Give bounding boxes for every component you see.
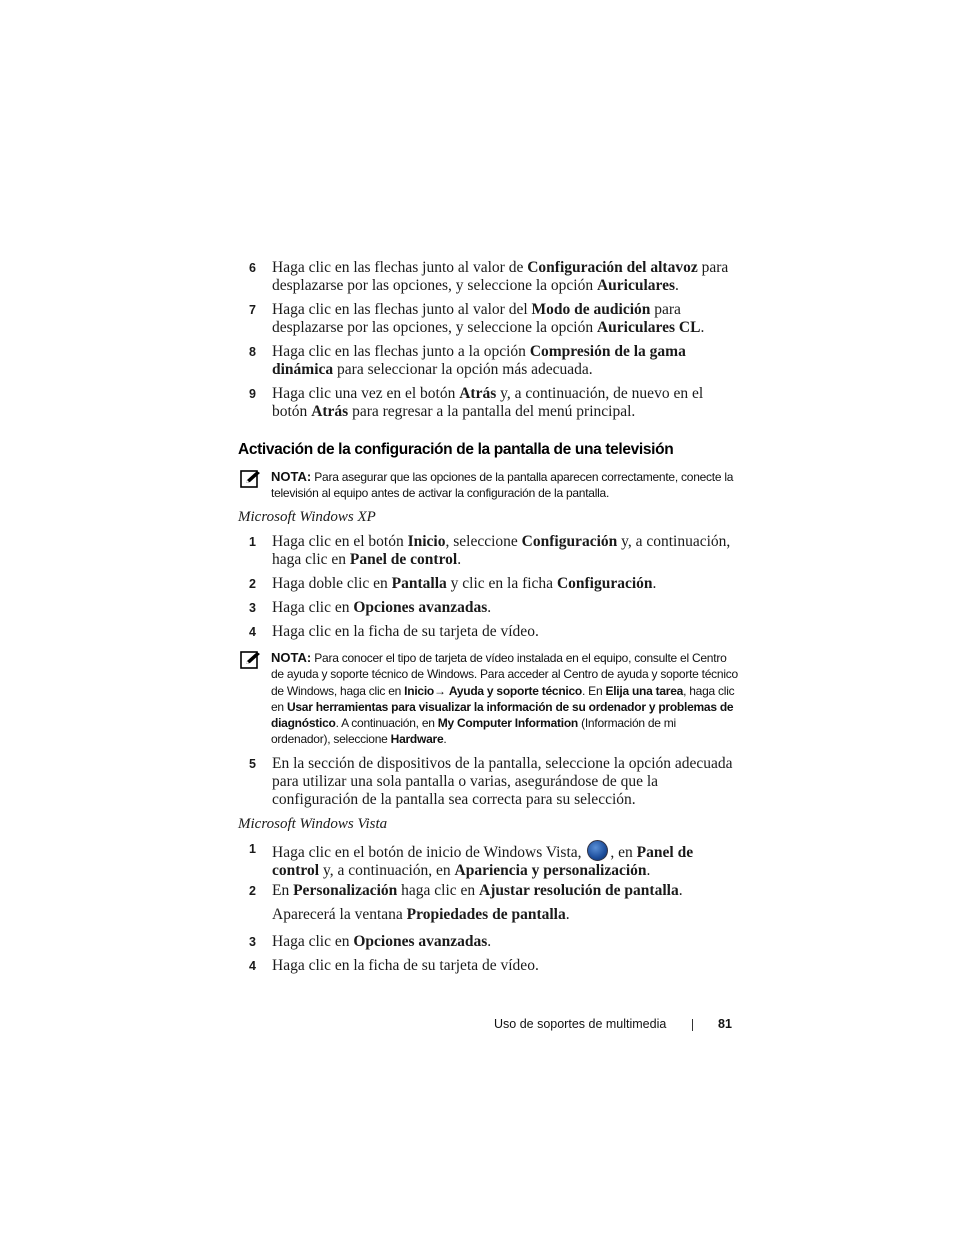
bold-term: Configuración: [556, 575, 653, 592]
text-run: para desplazarse por las opciones, y seleccione la opción: [272, 259, 729, 294]
text-run: .: [675, 277, 679, 294]
bold-term: Configuración: [521, 533, 618, 550]
footer-section-title: Uso de soportes de multimedia: [494, 1017, 667, 1031]
vista-step-1: 1 Haga clic en el botón de inicio de Windows Vista, , en Panel de control y, a continuación, en Apariencia y personalización.: [249, 842, 694, 879]
bold-term: Ayuda y soporte técnico: [448, 683, 583, 698]
step-6: 6 Haga clic en las flechas junto al valor de Configuración del altavoz para desplazarse por las opciones, y seleccione la opción Auriculares.: [249, 259, 729, 294]
text-run: Para conocer el tipo de tarjeta de vídeo instalada en el equipo, consulte el Centro de ayuda y soporte técnico de Windows. Para acceder al Centro de ayuda y soporte técnico de Windows, haga clic en: [271, 651, 738, 698]
bold-term: Apariencia y personalización: [454, 862, 647, 879]
text-run: Haga clic en la ficha de su tarjeta de vídeo.: [272, 957, 539, 974]
vista-step-2: 2 En Personalización haga clic en Ajustar resolución de pantalla.: [249, 882, 683, 899]
text-run: Haga clic en la ficha de su tarjeta de vídeo.: [272, 623, 539, 640]
text-run: y, a continuación, en: [319, 862, 455, 879]
text-run: haga clic en: [397, 882, 480, 899]
bold-term: Usar herramientas para visualizar la información de su ordenador y problemas de diagnóstico: [271, 699, 734, 731]
bold-term: Panel de control: [272, 844, 694, 879]
xp-step-1: 1 Haga clic en el botón Inicio, seleccione Configuración y, a continuación, haga clic en Panel de control.: [249, 533, 731, 568]
text-run: En la sección de dispositivos de la pantalla, seleccione la opción adecuada para utilizar una sola pantalla o varias, asegurándose de que la configuración de la pantalla sea correcta para su selección.: [272, 755, 733, 808]
bold-term: Panel de control: [349, 551, 458, 568]
step-7: 7 Haga clic en las flechas junto al valor del Modo de audición para desplazarse por las opciones, y seleccione la opción Auriculares CL.: [249, 301, 705, 336]
text-run: →: [434, 683, 449, 698]
note-pencil-icon: [240, 651, 262, 669]
text-run: , haga clic en: [271, 683, 735, 714]
bold-term: Ajustar resolución de pantalla: [479, 882, 679, 899]
text-run: Haga clic una vez en el botón: [272, 385, 460, 402]
text-run: . En: [582, 683, 606, 698]
vista-step-4: 4 Haga clic en la ficha de su tarjeta de vídeo.: [249, 957, 539, 974]
bold-term: Elija una tarea: [605, 683, 684, 698]
text-run: , seleccione: [445, 533, 522, 550]
text-run: Haga doble clic en: [272, 575, 392, 592]
note-pencil-icon: [240, 470, 262, 488]
bold-term: Propiedades de pantalla: [406, 906, 566, 923]
text-run: Haga clic en las flechas junto a la opción: [272, 343, 530, 360]
text-run: Aparecerá la ventana: [272, 906, 407, 923]
bold-term: Configuración del altavoz: [527, 259, 698, 276]
text-run: .: [457, 551, 462, 568]
text-run: para desplazarse por las opciones, y seleccione la opción: [272, 301, 681, 336]
vista-paragraph: [272, 906, 570, 924]
text-run: Haga clic en: [272, 933, 354, 950]
bold-term: Atrás: [459, 385, 497, 402]
bold-term: Modo de audición: [531, 301, 651, 318]
text-run: .: [700, 319, 705, 336]
text-run: .: [652, 575, 657, 592]
text-run: Haga clic en el botón: [272, 533, 408, 550]
text-run: y, a continuación, haga clic en: [272, 533, 731, 568]
text-run: para regresar a la pantalla del menú principal.: [348, 403, 636, 420]
text-run: .: [646, 862, 651, 879]
windows-start-orb-icon: [587, 840, 608, 861]
text-run: , en: [610, 844, 637, 861]
bold-term: Personalización: [293, 882, 398, 899]
text-run: .: [487, 599, 492, 616]
text-run: (Información de mi ordenador), seleccione: [271, 716, 676, 747]
text-run: para seleccionar la opción más adecuada.: [333, 361, 593, 378]
page-number: 81: [718, 1017, 732, 1031]
bold-term: Atrás: [311, 403, 349, 420]
bold-term: My Computer Information: [437, 716, 579, 731]
xp-step-5: 5 En la sección de dispositivos de la pantalla, seleccione la opción adecuada para utilizar una sola pantalla o varias, asegurándose de que la configuración de la pantalla sea correcta para su selección.: [249, 755, 733, 808]
text-run: y clic en la ficha: [446, 575, 557, 592]
note-1: NOTA: Para asegurar que las opciones de la pantalla aparecen correctamente, conecte la televisión al equipo antes de activar la configuración de la pantalla.: [238, 469, 738, 502]
bold-term: Opciones avanzadas: [353, 599, 488, 616]
bold-term: Auriculares CL: [596, 319, 701, 336]
vista-step-3: 3 Haga clic en Opciones avanzadas.: [249, 933, 492, 950]
footer-divider: [692, 1019, 693, 1031]
text-run: Haga clic en las flechas junto al valor de: [272, 259, 528, 276]
windows-vista-label: Microsoft Windows Vista: [238, 816, 388, 832]
bold-term: Pantalla: [391, 575, 447, 592]
bold-term: Inicio: [407, 533, 446, 550]
bold-term: Hardware: [390, 732, 444, 747]
step-8: 8 Haga clic en las flechas junto a la opción Compresión de la gama dinámica para seleccionar la opción más adecuada.: [249, 343, 686, 378]
text-run: Haga clic en: [272, 599, 354, 616]
text-run: .: [487, 933, 492, 950]
bold-term: Auriculares: [596, 277, 676, 294]
text-run: .: [565, 906, 570, 923]
bold-term: Compresión de la gama dinámica: [272, 343, 686, 378]
bold-term: Inicio: [404, 683, 434, 698]
xp-step-4: 4 Haga clic en la ficha de su tarjeta de vídeo.: [249, 623, 539, 640]
windows-xp-label: Microsoft Windows XP: [238, 509, 376, 525]
text-run: .: [678, 882, 683, 899]
text-run: . A continuación, en: [335, 716, 438, 731]
bold-term: Opciones avanzadas: [353, 933, 488, 950]
text-run: Para asegurar que las opciones de la pantalla aparecen correctamente, conecte la televisión al equipo antes de activar la configuración de la pantalla.: [271, 470, 734, 501]
text-run: y, a continuación, de nuevo en el botón: [272, 385, 704, 420]
xp-step-2: 2 Haga doble clic en Pantalla y clic en la ficha Configuración.: [249, 575, 657, 592]
section-heading: Activación de la configuración de la pantalla de una televisión: [238, 441, 674, 458]
step-9: 9 Haga clic una vez en el botón Atrás y, a continuación, de nuevo en el botón Atrás para regresar a la pantalla del menú principal.: [249, 385, 704, 420]
text-run: En: [272, 882, 294, 899]
xp-step-3: 3 Haga clic en Opciones avanzadas.: [249, 599, 492, 616]
text-run: .: [443, 732, 447, 747]
note-2: NOTA: Para conocer el tipo de tarjeta de vídeo instalada en el equipo, consulte el Centro de ayuda y soporte técnico de Windows. Para acceder al Centro de ayuda y soporte técnico de Windows, haga clic en Inicio→ Ayuda y soporte técnico. En Elija una tarea, haga clic en Usar herramientas para visualizar la información de su ordenador y problemas de diagnóstico. A continuación, en My Computer Information (Información de mi ordenador), seleccione Hardware.: [238, 650, 738, 748]
text-run: Haga clic en las flechas junto al valor del: [272, 301, 532, 318]
